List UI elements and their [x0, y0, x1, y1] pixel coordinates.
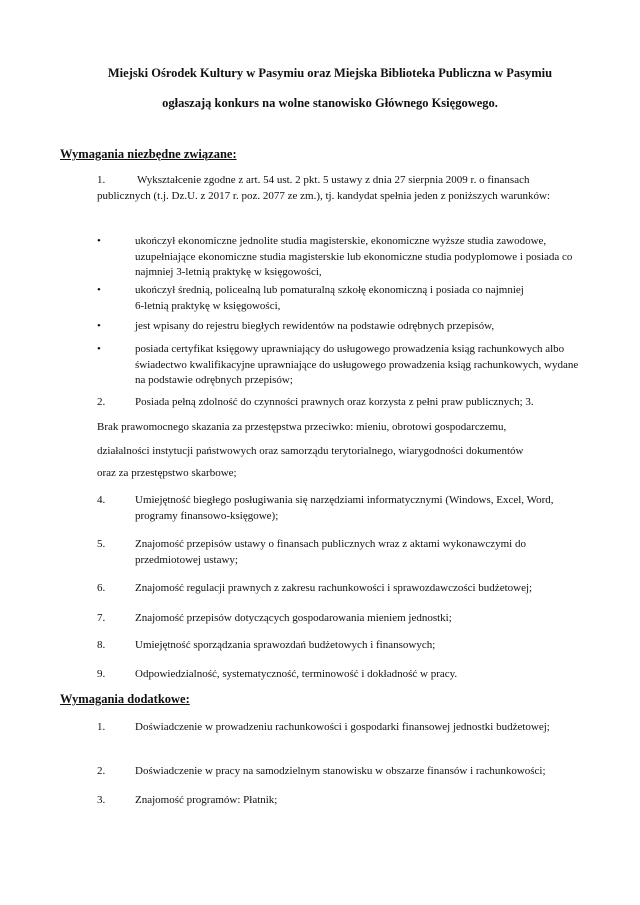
- required-item-text: Znajomość przepisów dotyczących gospodarowania mieniem jednostki;: [135, 612, 452, 624]
- bullet-item: ukończył średnią, policealną lub pomaturalną szkołę ekonomiczną i posiada co najmniej 6-letnią praktykę w księgowości,: [135, 284, 524, 312]
- bullet-item: ukończył ekonomiczne jednolite studia magisterskie, ekonomiczne wyższe studia zawodowe, uzupełniające ekonomiczne studia magisterskie lub ekonomiczne studia podyplomowe i posiada co najmniej 3-letnią praktykę w księgowości,: [135, 235, 573, 278]
- required-item-3-line: oraz za przestępstwo skarbowe;: [97, 467, 237, 479]
- required-item-text: Odpowiedzialność, systematyczność, terminowość i dokładność w pracy.: [135, 668, 458, 680]
- bullet-symbol: •: [97, 320, 101, 332]
- required-item-3-line: Brak prawomocnego skazania za przestępstwa przeciwko: mieniu, obrotowi gospodarczemu,: [97, 421, 507, 433]
- required-item-text: Znajomość przepisów ustawy o finansach publicznych wraz z aktami wykonawczymi do przedmiotowej ustawy;: [135, 538, 526, 566]
- required-item-text: Umiejętność biegłego posługiwania się narzędziami informatycznymi (Windows, Excel, Word, programy finansowo-księgowe);: [135, 494, 554, 522]
- required-item-text: Umiejętność sporządzania sprawozdań budżetowych i finansowych;: [135, 639, 436, 651]
- item-number: 6.: [97, 582, 106, 594]
- item-number: 7.: [97, 612, 106, 624]
- bullet-symbol: •: [97, 284, 101, 296]
- item-number: 4.: [97, 494, 106, 506]
- section-title-additional: Wymagania dodatkowe:: [60, 692, 190, 706]
- additional-item-text: Doświadczenie w prowadzeniu rachunkowości i gospodarki finansowej jednostki budżetowej;: [135, 721, 550, 733]
- item-number: 2.: [97, 396, 106, 408]
- bullet-symbol: •: [97, 343, 101, 355]
- header-line-1: Miejski Ośrodek Kultury w Pasymiu oraz Miejska Biblioteka Publiczna w Pasymiu: [107, 66, 553, 80]
- additional-item-text: Doświadczenie w pracy na samodzielnym stanowisku w obszarze finansów i rachunkowości;: [135, 765, 546, 777]
- bullet-item: jest wpisany do rejestru biegłych rewidentów na podstawie odrębnych przepisów,: [135, 320, 495, 332]
- additional-item-text: Znajomość programów: Płatnik;: [135, 794, 278, 806]
- required-item-3-line: działalności instytucji państwowych oraz samorządu terytorialnego, wiarygodności dokumentów: [97, 445, 524, 457]
- item-number: 9.: [97, 668, 106, 680]
- item-number: 3.: [97, 794, 106, 806]
- item-number: 8.: [97, 639, 106, 651]
- bullet-item: posiada certyfikat księgowy uprawniający do usługowego prowadzenia ksiąg rachunkowych albo świadectwo kwalifikacyjne uprawniające do usługowego prowadzenia ksiąg rachunkowych, wydane na podstawie odrębnych przepisów;: [135, 343, 579, 386]
- header-line-2: ogłaszają konkurs na wolne stanowisko Głównego Księgowego.: [162, 96, 498, 110]
- item-number: 5.: [97, 538, 106, 550]
- item-number: 1.: [97, 721, 106, 733]
- bullet-symbol: •: [97, 235, 101, 247]
- section-title-required: Wymagania niezbędne związane:: [60, 147, 237, 161]
- required-item-2-text: Posiada pełną zdolność do czynności prawnych oraz korzysta z pełni praw publicznych; 3.: [135, 396, 534, 408]
- item-number: 2.: [97, 765, 106, 777]
- item-number: 1.: [97, 174, 106, 186]
- required-item-1-text: Wykształcenie zgodne z art. 54 ust. 2 pkt. 5 ustawy z dnia 27 sierpnia 2009 r. o finansach publicznych (t.j. Dz.U. z 2017 r. poz. 2077 ze zm.), tj. kandydat spełnia jeden z poniższych warunków:: [97, 174, 551, 202]
- required-item-text: Znajomość regulacji prawnych z zakresu rachunkowości i sprawozdawczości budżetowej;: [135, 582, 533, 594]
